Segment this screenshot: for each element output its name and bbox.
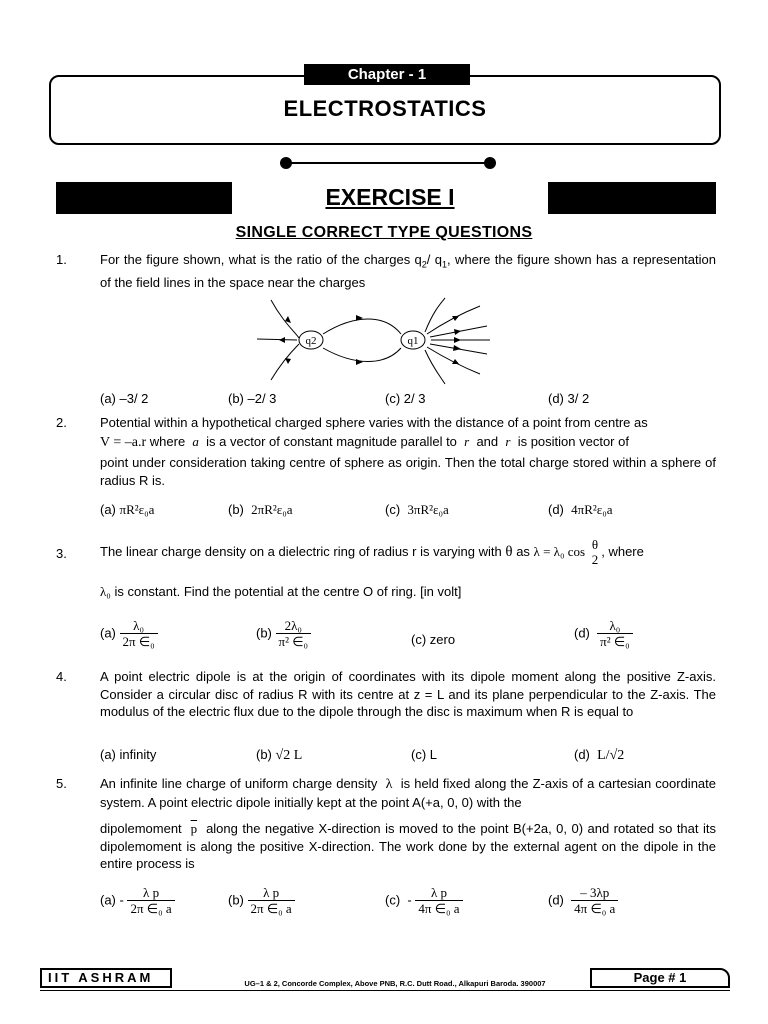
exercise-heading: EXERCISE I	[232, 182, 548, 214]
q2-option-a: (a) πR²ε₀a	[100, 502, 155, 517]
question-5-text-b: dipolemoment $\overline{p}$ along the negative X-direction is moved to the point B(+2a, 0, 0) and rotated so that its dipolemoment is along the positive X-direction. The work done by the external agent on the dipole in the entire process is	[100, 821, 716, 871]
q3-option-c: (c) zero	[411, 632, 456, 647]
q3-option-a: (a) $\frac{\text{λ₀}}{\text{2π ∈₀}}$	[100, 618, 158, 650]
q4-option-a: (a) infinity	[100, 747, 157, 762]
field-lines-figure	[255, 292, 495, 392]
question-2-line3: point under consideration taking centre of sphere as origin. Then the total charge stored within a sphere of radius R is.	[100, 455, 716, 488]
ornament-dot-left	[280, 157, 292, 169]
question-number-4: 4.	[56, 669, 67, 684]
question-number-5: 5.	[56, 776, 67, 791]
q2-option-b: (b) 2πR²ε₀a	[228, 502, 293, 517]
q1-option-c: (c) 2/ 3	[385, 391, 426, 406]
q4-option-c: (c) L	[411, 747, 437, 762]
section-title: SINGLE CORRECT TYPE QUESTIONS	[235, 224, 533, 241]
ornament-line	[286, 162, 490, 164]
q2-option-d: (d) 4πR²ε₀a	[548, 502, 613, 517]
question-5-text-a: An infinite line charge of uniform charge density λ is held fixed along the Z-axis of a cartesian coordinate system. A point electric dipole initially kept at the point A(+a, 0, 0) with the	[100, 776, 716, 810]
ornament-dot-right	[484, 157, 496, 169]
question-1-text: For the figure shown, what is the ratio of the charges $q_2/$ $q_1$, where the figure shown has a representation of the field lines in the space near the charges	[100, 252, 716, 291]
q2-option-c: (c) 3πR²ε₀a	[385, 502, 449, 517]
q5-option-a: (a) - $\frac{\text{λ p}}{\text{2π ∈₀ a}}$	[100, 885, 175, 917]
q3-option-d: (d) $\frac{\text{λ₀}}{\text{π² ∈₀}}$	[574, 618, 633, 650]
charge-q2-label: q2	[305, 335, 317, 347]
question-2-line1: Potential within a hypothetical charged sphere varies with the distance of a point from centre as	[100, 415, 648, 430]
question-4-text: A point electric dipole is at the origin of coordinates with its dipole moment along the positive Z-axis. Consider a circular disc of radius R with its centre at z = L and its plane perpendicular to the Z-axis. The modulus of the electric flux due to the dipole through the disc is maximum when R is equal to	[100, 669, 716, 719]
q1-option-a: (a) –3/ 2	[100, 391, 149, 406]
q5-option-d: (d) $\frac{- 3\lambda p}{\text{4π ∈₀ a}}$	[548, 885, 618, 917]
question-number-1: 1.	[56, 252, 67, 267]
page-number: Page # 1	[590, 968, 730, 988]
q4-option-b: (b) √2 L	[256, 747, 303, 763]
footer-address: UG–1 & 2, Concorde Complex, Above PNB, R.C. Dutt Road., Alkapuri Baroda. 390007	[244, 979, 546, 988]
q3-option-b: (b) $\frac{\text{2λ₀}}{\text{π² ∈₀}}$	[256, 618, 311, 650]
q1-option-b: (b) –2/ 3	[228, 391, 277, 406]
q5-option-b: (b) $\frac{\text{λ p}}{\text{2π ∈₀ a}}$	[228, 885, 295, 917]
chapter-tag: Chapter - 1	[304, 64, 470, 85]
question-2-line2: V = –a.r where a is a vector of constant magnitude parallel to r and r is position vector of	[100, 434, 629, 450]
footer-brand: IIT ASHRAM	[40, 968, 172, 988]
page-title: ELECTROSTATICS	[283, 96, 487, 121]
footer-rule	[40, 990, 730, 991]
question-number-2: 2.	[56, 415, 67, 430]
q1-option-d: (d) 3/ 2	[548, 391, 590, 406]
question-number-3: 3.	[56, 546, 67, 561]
charge-q1-label: q1	[407, 335, 419, 347]
question-3-line1: The linear charge density on a dielectric ring of radius r is varying with θ as λ = λ₀ cos θ 2 , where	[100, 537, 644, 567]
q4-option-d: (d) L/√2	[574, 747, 625, 763]
question-3-line2: λ₀ is constant. Find the potential at the centre O of ring. [in volt]	[100, 584, 462, 599]
q5-option-c: (c) - $\frac{\text{λ p}}{\text{4π ∈₀ a}}$	[385, 885, 463, 917]
